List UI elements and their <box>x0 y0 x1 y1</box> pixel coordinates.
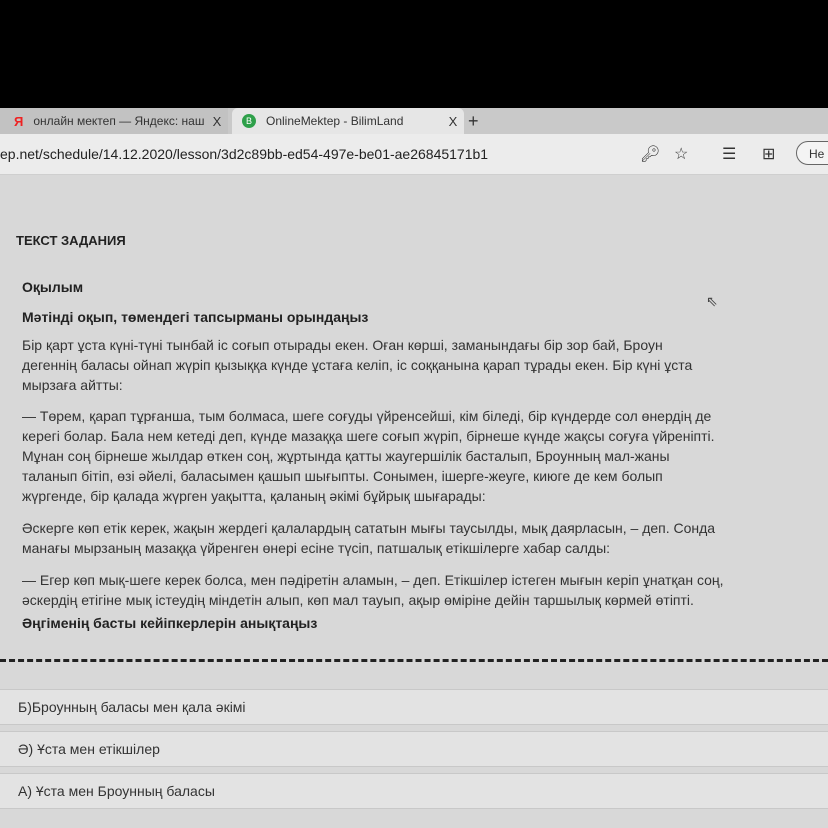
section-title: Оқылым <box>22 279 84 295</box>
answer-option-label: Б)Броунның баласы мен қала әкімі <box>18 699 246 715</box>
key-icon[interactable]: 🔑︎ <box>640 146 661 163</box>
profile-button[interactable]: Не <box>796 141 828 165</box>
answer-option-label: А) Ұста мен Броунның баласы <box>18 783 215 799</box>
bilimland-icon: B <box>242 114 256 128</box>
tab-label: онлайн мектеп — Яндекс: наш <box>33 114 205 128</box>
star-icon[interactable]: ☆ <box>674 146 689 163</box>
paragraph-4: — Егер көп мық-шеге керек болса, мен пәдіретін аламын, – деп. Етікшілер істеген мығын керіп ұнатқан соң, әскердің етігіне мық істеудің міндетін алып, көп мал тауып, ақыр өміріне дейін таршылық көрмей өтіпті. <box>22 572 724 608</box>
favorites-list-icon[interactable]: ☰ <box>722 146 737 163</box>
yandex-icon: Я <box>14 113 24 129</box>
lesson-content <box>0 175 828 828</box>
mouse-cursor-icon: ⇖ <box>706 293 718 309</box>
url-input[interactable]: ep.net/schedule/14.12.2020/lesson/3d2c89bb-ed54-497e-be01-ae26845171b1 <box>0 146 489 162</box>
task-heading: ТЕКСТ ЗАДАНИЯ <box>16 233 126 248</box>
tab-label: OnlineMektep - BilimLand <box>266 114 404 128</box>
collections-icon[interactable]: ⊞ <box>762 146 776 163</box>
address-bar <box>0 134 828 175</box>
tab-bilimland[interactable] <box>232 108 464 134</box>
answer-option[interactable] <box>0 689 828 725</box>
answer-option[interactable] <box>0 731 828 767</box>
answer-option-label: Ә) Ұста мен етікшілер <box>18 741 160 757</box>
answer-option[interactable] <box>0 773 828 809</box>
tab-bar <box>0 108 828 134</box>
paragraph-1: Бір қарт ұста күні-түні тынбай іс соғып отырады екен. Оған көрші, заманындағы бір зор бай, Броун дегеннің баласы ойнап жүріп қызыққа күнде ұстаға келіп, іс соққанына қарап тұрады екен. Бір күні ұста мырзаға айтты: <box>22 337 693 393</box>
close-icon[interactable]: X <box>212 113 222 129</box>
instruction: Мәтінді оқып, төмендегі тапсырманы орындаңыз <box>22 309 369 325</box>
paragraph-3: Әскерге көп етік керек, жақын жердегі қалалардың сататын мығы таусылды, мық даярласын, – деп. Сонда манағы мырзаның мазаққа үйренген өнері есіне түсіп, патшалық етікшілерге хабар салды: <box>22 520 716 556</box>
close-icon[interactable]: X <box>448 113 458 129</box>
divider <box>0 659 828 662</box>
new-tab-button[interactable]: + <box>468 111 479 131</box>
paragraph-2: — Төрем, қарап тұрғанша, тым болмаса, шеге соғуды үйренсейші, кім біледі, бір күндерде сол өнердің де керегі болар. Бала нем кетеді деп, күнде мазаққа шеге соғып жүріп, бірнеше күнде жақсы соғуға үйреніпті. Мұнан соң бірнеше жылдар өткен соң, жұртында қатты жаугершілік басталып, Броунның мал-жаны таланып бітіп, өзі әйелі, баласымен қашып шығыпты. Сонымен, ішерге-жеуге, киюге де кем болып жүргенде, бір қалада жүрген уақытта, қаланың әкімі бұйрық шығарады: <box>22 408 715 504</box>
question: Әңгіменің басты кейіпкерлерін анықтаңыз <box>22 615 318 631</box>
tab-yandex[interactable] <box>0 108 228 134</box>
